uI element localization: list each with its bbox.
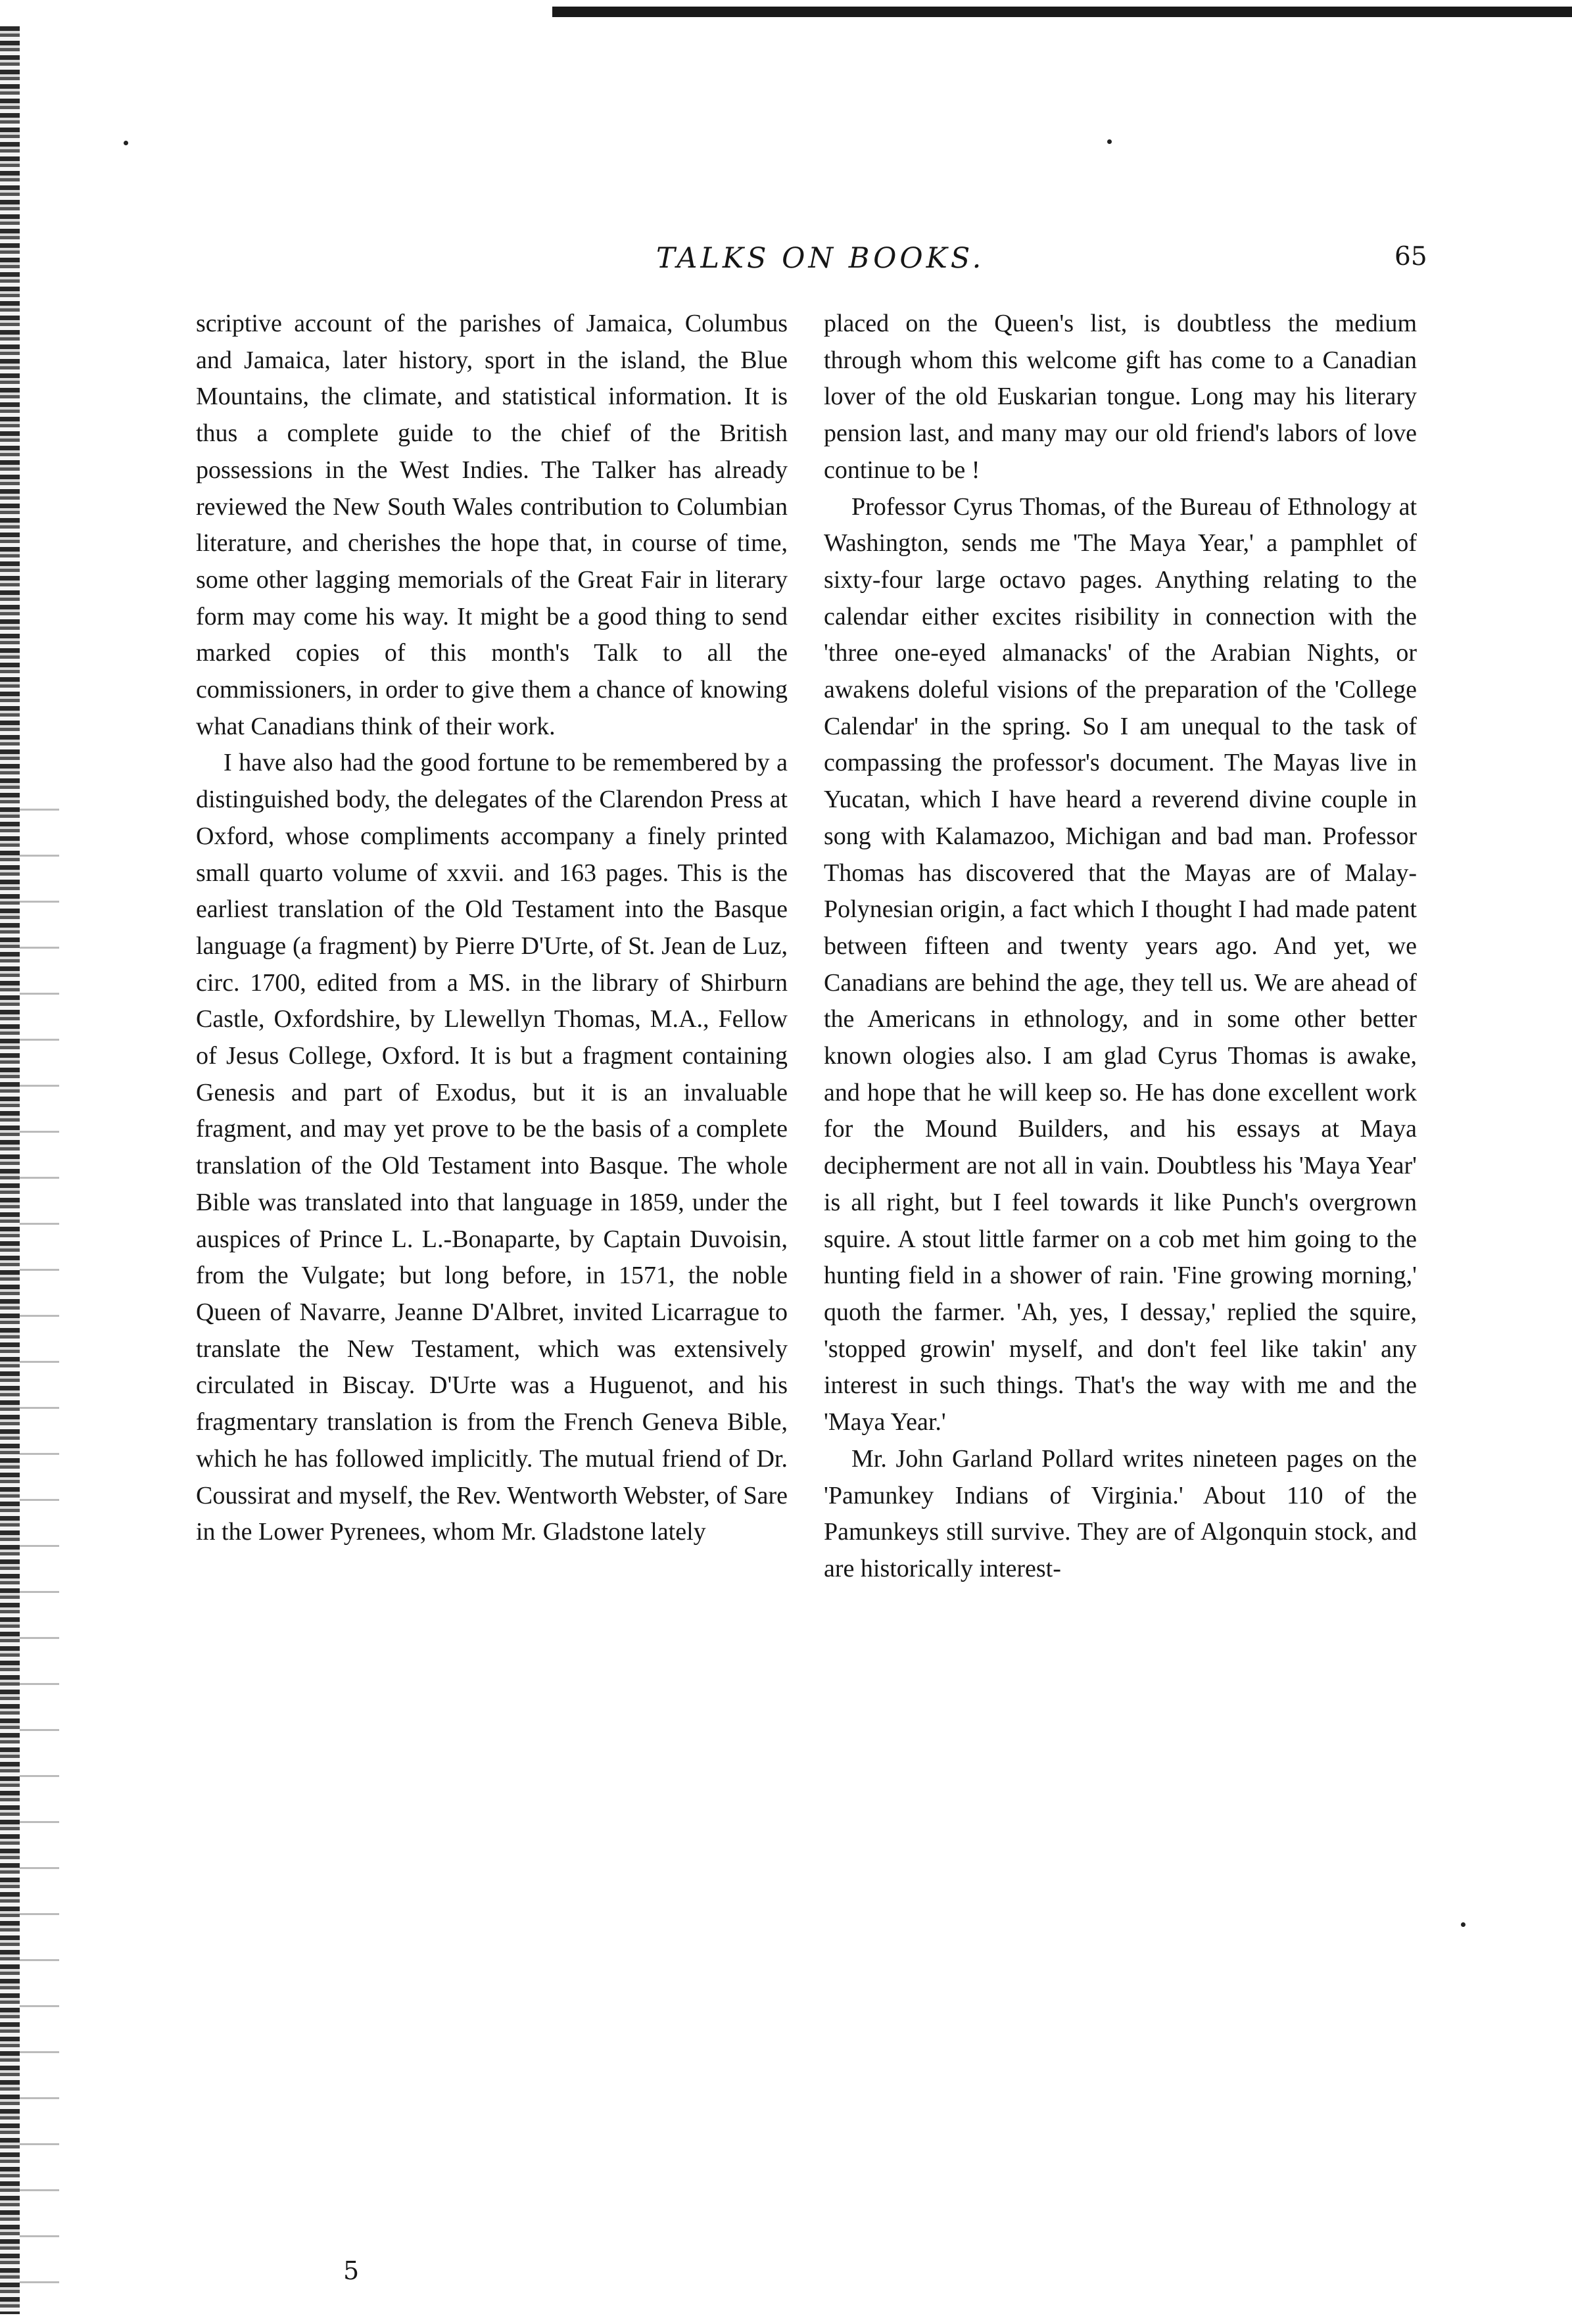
binding-shadow <box>20 789 59 2301</box>
page-number: 65 <box>1394 242 1427 272</box>
speck <box>124 141 128 145</box>
speck <box>1107 139 1112 144</box>
left-column <box>196 306 788 1551</box>
running-head: TALKS ON BOOKS. <box>656 242 985 275</box>
signature-mark: 5 <box>343 2256 360 2285</box>
top-rule <box>552 7 1572 17</box>
paragraph: scriptive account of the parishes of Jamaica, Columbus and Jamaica, later history, sport in the island, the Blue Mountains, the climate, and statistical information. It is thus a complete guide to the chief of the British possessions in the West Indies. The Talker has already reviewed the New South Wales contribution to Columbian literature, and cherishes the hope that, in course of time, some other lagging memorials of the Great Fair in literary form may come his way. It might be a good thing to send marked copies of this month's Talk to all the commissioners, in order to give them a chance of knowing what Canadians think of their work. <box>196 310 788 740</box>
paragraph: placed on the Queen's list, is doubtless the medium through whom this welcome gift has come to a Canadian lover of the old Euskarian tongue. Long may his literary pension last, and many may our old friend's labors of love continue to be ! <box>824 310 1417 484</box>
paragraph: Mr. John Garland Pollard writes nineteen pages on the 'Pamunkey Indians of Virginia.' About 110 of the Pamunkeys still survive. They are of Algonquin stock, and are historically interest- <box>824 1444 1417 1582</box>
binding-edge <box>0 26 20 2314</box>
paragraph: I have also had the good fortune to be remembered by a distinguished body, the delegates of the Clarendon Press at Oxford, whose compliments accompany a finely printed small quarto volume of xxvii. and 163 pages. This is the earliest translation of the Old Testament into the Basque language (a fragment) by Pierre D'Urte, of St. Jean de Luz, circ. 1700, edited from a MS. in the library of Shirburn Castle, Oxfordshire, by Llewellyn Thomas, M.A., Fellow of Jesus College, Oxford. It is but a fragment containing Genesis and part of Exodus, but it is an invaluable fragment, and may yet prove to be the basis of a complete translation of the Old Testament into Basque. The whole Bible was translated into that language in 1859, under the auspices of Prince L. L.-Bonaparte, by Captain Duvoisin, from the Vulgate; but long before, in 1571, the noble Queen of Navarre, Jeanne D'Albret, invited Licarrague to translate the New Testament, which was extensively circulated in Biscay. D'Urte was a Huguenot, and his fragmentary translation is from the French Geneva Bible, which he has followed implicitly. The mutual friend of Dr. Coussirat and myself, the Rev. Wentworth Webster, of Sare in the Lower Pyrenees, whom Mr. Gladstone lately <box>196 749 788 1546</box>
right-column <box>824 306 1417 1588</box>
speck <box>1461 1922 1465 1927</box>
paragraph: Professor Cyrus Thomas, of the Bureau of Ethnology at Washington, sends me 'The Maya Year,' a pamphlet of sixty-four large octavo pages. Anything relating to the calendar either excites risibility in connection with the 'three one-eyed almanacks' of the Arabian Nights, or awakens doleful visions of the preparation of the 'College Calendar' in the spring. So I am unequal to the task of compassing the professor's document. The Mayas live in Yucatan, which I have heard a reverend divine couple in song with Kalamazoo, Michigan and bad man. Professor Thomas has discovered that the Mayas are of Malay-Polynesian origin, a fact which I thought I had made patent between fifteen and twenty years ago. And yet, we Canadians are behind the age, they tell us. We are ahead of the Americans in ethnology, and in some other better known ologies also. I am glad Cyrus Thomas is awake, and hope that he will keep so. He has done excellent work for the Mound Builders, and his essays at Maya decipherment are not all in vain. Doubtless his 'Maya Year' is all right, but I feel towards it like Punch's overgrown squire. A stout little farmer on a cob met him going to the hunting field in a shower of rain. 'Fine growing morning,' quoth the farmer. 'Ah, yes, I dessay,' replied the squire, 'stopped growin' myself, and don't feel like takin' any interest in such things. That's the way with me and the 'Maya Year.' <box>824 492 1417 1436</box>
